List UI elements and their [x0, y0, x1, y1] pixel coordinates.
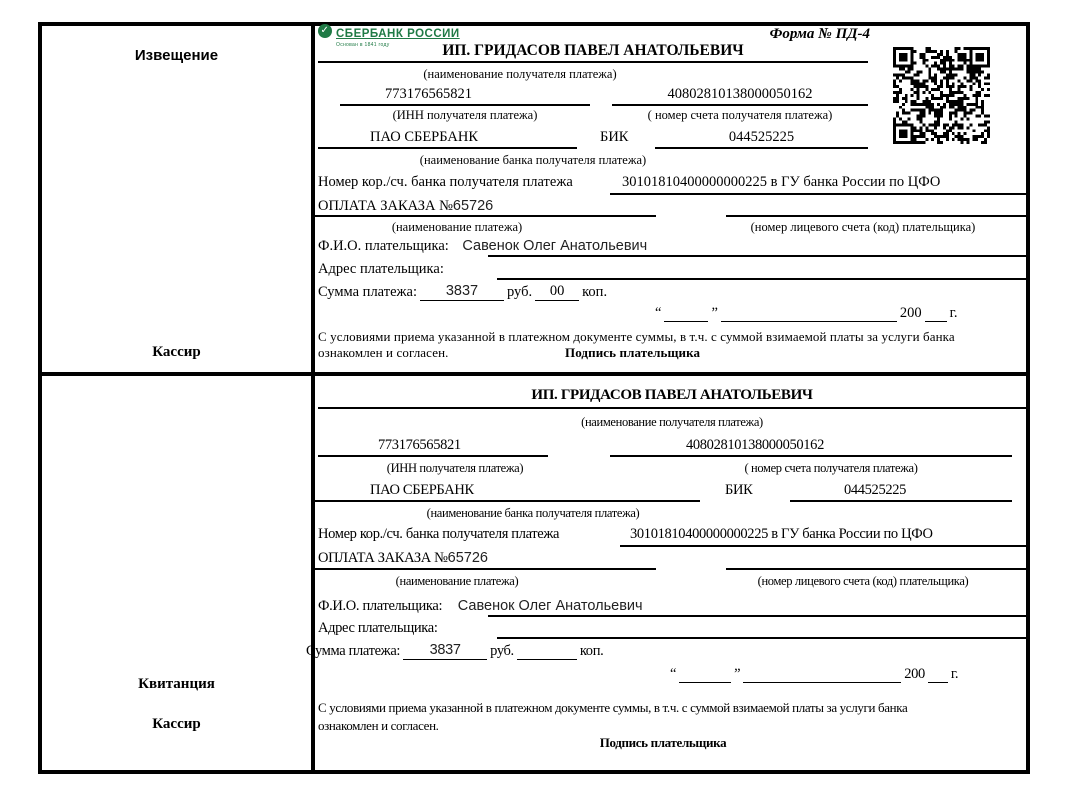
date-day-blank [664, 305, 708, 322]
side-label-cashier-notice: Кассир [152, 344, 201, 360]
kopecks-value: 00 [535, 284, 579, 301]
field-line [497, 637, 1026, 639]
section-divider [38, 372, 1030, 376]
field-line [318, 61, 868, 63]
order-number: 65726 [452, 198, 494, 214]
year-suffix: г. [950, 666, 959, 682]
payment-name-label: (наименование платежа) [391, 220, 523, 234]
inn-value: 773176565821 [378, 437, 461, 453]
bank-name-value: ПАО СБЕРБАНК [370, 129, 478, 145]
field-line [726, 568, 1026, 570]
payee-name-value: ИП. ГРИДАСОВ ПАВЕЛ АНАТОЛЬЕВИЧ [442, 42, 744, 59]
amount-row [318, 284, 607, 301]
signature-label: Подпись плательщика [565, 345, 701, 360]
payment-purpose-prefix: ОПЛАТА ЗАКАЗА № [318, 198, 453, 214]
side-label-cashier-receipt: Кассир [152, 716, 201, 732]
inn-value: 773176565821 [385, 86, 472, 102]
field-line [313, 500, 700, 502]
year-prefix: 200 [904, 666, 925, 682]
payer-name-value: Савенок Олег Анатольевич [457, 598, 643, 614]
date-row [670, 666, 958, 683]
field-line [610, 455, 1012, 457]
account-label: ( номер счета получателя платежа) [647, 108, 833, 122]
order-number: 65726 [447, 550, 488, 566]
payment-purpose-prefix: ОПЛАТА ЗАКАЗА № [318, 550, 448, 566]
side-label-receipt: Квитанция [138, 676, 215, 692]
field-line [340, 104, 590, 106]
agreement-line1: С условиями приема указанной в платежном документе суммы, в т.ч. с суммой взимаемой платы за услуги банка [318, 700, 908, 715]
bik-value: 044525225 [843, 482, 907, 498]
quote-open: “ [670, 666, 677, 682]
sberbank-logo-text: СБЕРБАНК РОССИИ [336, 28, 460, 40]
inn-label: (ИНН получателя платежа) [392, 108, 538, 122]
account-value: 40802810138000050162 [667, 86, 813, 102]
account-label: ( номер счета получателя платежа) [744, 461, 918, 475]
personal-account-label: (номер лицевого счета (код) плательщика) [757, 574, 969, 588]
field-line [612, 104, 868, 106]
payee-name-label: (наименование получателя платежа) [581, 415, 763, 429]
sberbank-logo-tagline: Основан в 1841 году [336, 42, 390, 48]
corr-account-value: 30101810400000000225 в ГУ банка России по ЦФО [622, 174, 941, 190]
kop-label: коп. [582, 284, 608, 300]
agreement-line2: ознакомлен и согласен. [318, 345, 449, 360]
field-line [313, 568, 656, 570]
date-month-blank [743, 666, 901, 683]
bik-label: БИК [600, 129, 629, 145]
field-line [610, 193, 1026, 195]
year-suffix: г. [949, 305, 958, 321]
payer-fio-row [318, 238, 647, 255]
field-line [497, 278, 1026, 280]
bik-value: 044525225 [728, 129, 795, 145]
corr-account-label: Номер кор./сч. банка получателя платежа [318, 174, 573, 190]
kop-label: коп. [579, 643, 604, 659]
bank-name-value: ПАО СБЕРБАНК [370, 482, 474, 498]
payment-name-label: (наименование платежа) [395, 574, 519, 588]
year-blank [928, 666, 948, 683]
payer-fio-row [318, 598, 643, 615]
date-day-blank [679, 666, 731, 683]
payee-name-value: ИП. ГРИДАСОВ ПАВЕЛ АНАТОЛЬЕВИЧ [531, 387, 813, 403]
field-line [620, 545, 1026, 547]
payer-address-label: Адрес плательщика: [318, 261, 444, 277]
sberbank-logo-icon [318, 24, 332, 38]
payment-purpose [318, 198, 493, 215]
field-line [655, 147, 868, 149]
field-line [313, 215, 656, 217]
account-value: 40802810138000050162 [685, 437, 824, 453]
bank-name-label: (наименование банка получателя платежа) [426, 506, 640, 520]
agreement-line2: ознакомлен и согласен. [318, 718, 439, 733]
amount-value: 3837 [403, 643, 487, 660]
corr-account-label: Номер кор./сч. банка получателя платежа [318, 526, 560, 542]
kopecks-value [517, 643, 577, 660]
payer-name-value: Савенок Олег Анатольевич [462, 238, 648, 254]
payer-fio-label: Ф.И.О. плательщика: [318, 238, 449, 254]
form-code: Форма № ПД-4 [769, 26, 870, 42]
payment-purpose [318, 550, 488, 567]
column-divider [311, 22, 315, 774]
quote-close: ” [711, 305, 718, 321]
quote-open: “ [655, 305, 662, 321]
personal-account-label: (номер лицевого счета (код) плательщика) [750, 220, 976, 234]
agreement-line1: С условиями приема указанной в платежном документе суммы, в т.ч. с суммой взимаемой платы за услуги банка [318, 329, 955, 344]
corr-account-value: 30101810400000000225 в ГУ банка России по ЦФО [630, 526, 933, 542]
field-line [726, 215, 1026, 217]
bik-label: БИК [725, 482, 753, 498]
field-line [318, 147, 577, 149]
payer-fio-label: Ф.И.О. плательщика: [318, 598, 443, 614]
field-line [488, 615, 1026, 617]
quote-close: ” [734, 666, 741, 682]
year-blank [925, 305, 947, 322]
payer-address-label: Адрес плательщика: [318, 620, 438, 636]
date-month-blank [721, 305, 897, 322]
qr-code [893, 47, 990, 144]
field-line [318, 455, 548, 457]
amount-value: 3837 [420, 284, 504, 301]
rub-label: руб. [507, 284, 533, 300]
signature-label: Подпись плательщика [599, 735, 727, 750]
amount-label: Сумма платежа: [306, 643, 401, 659]
field-line [790, 500, 1012, 502]
amount-row [306, 643, 603, 660]
rub-label: руб. [490, 643, 514, 659]
field-line [488, 255, 1026, 257]
payee-name-label: (наименование получателя платежа) [423, 67, 617, 81]
side-label-notice: Извещение [134, 47, 219, 64]
inn-label: (ИНН получателя платежа) [386, 461, 524, 475]
year-prefix: 200 [899, 305, 922, 321]
amount-label: Сумма платежа: [318, 284, 417, 300]
field-line [318, 407, 1026, 409]
bank-name-label: (наименование банка получателя платежа) [419, 153, 647, 167]
date-row [655, 305, 958, 322]
